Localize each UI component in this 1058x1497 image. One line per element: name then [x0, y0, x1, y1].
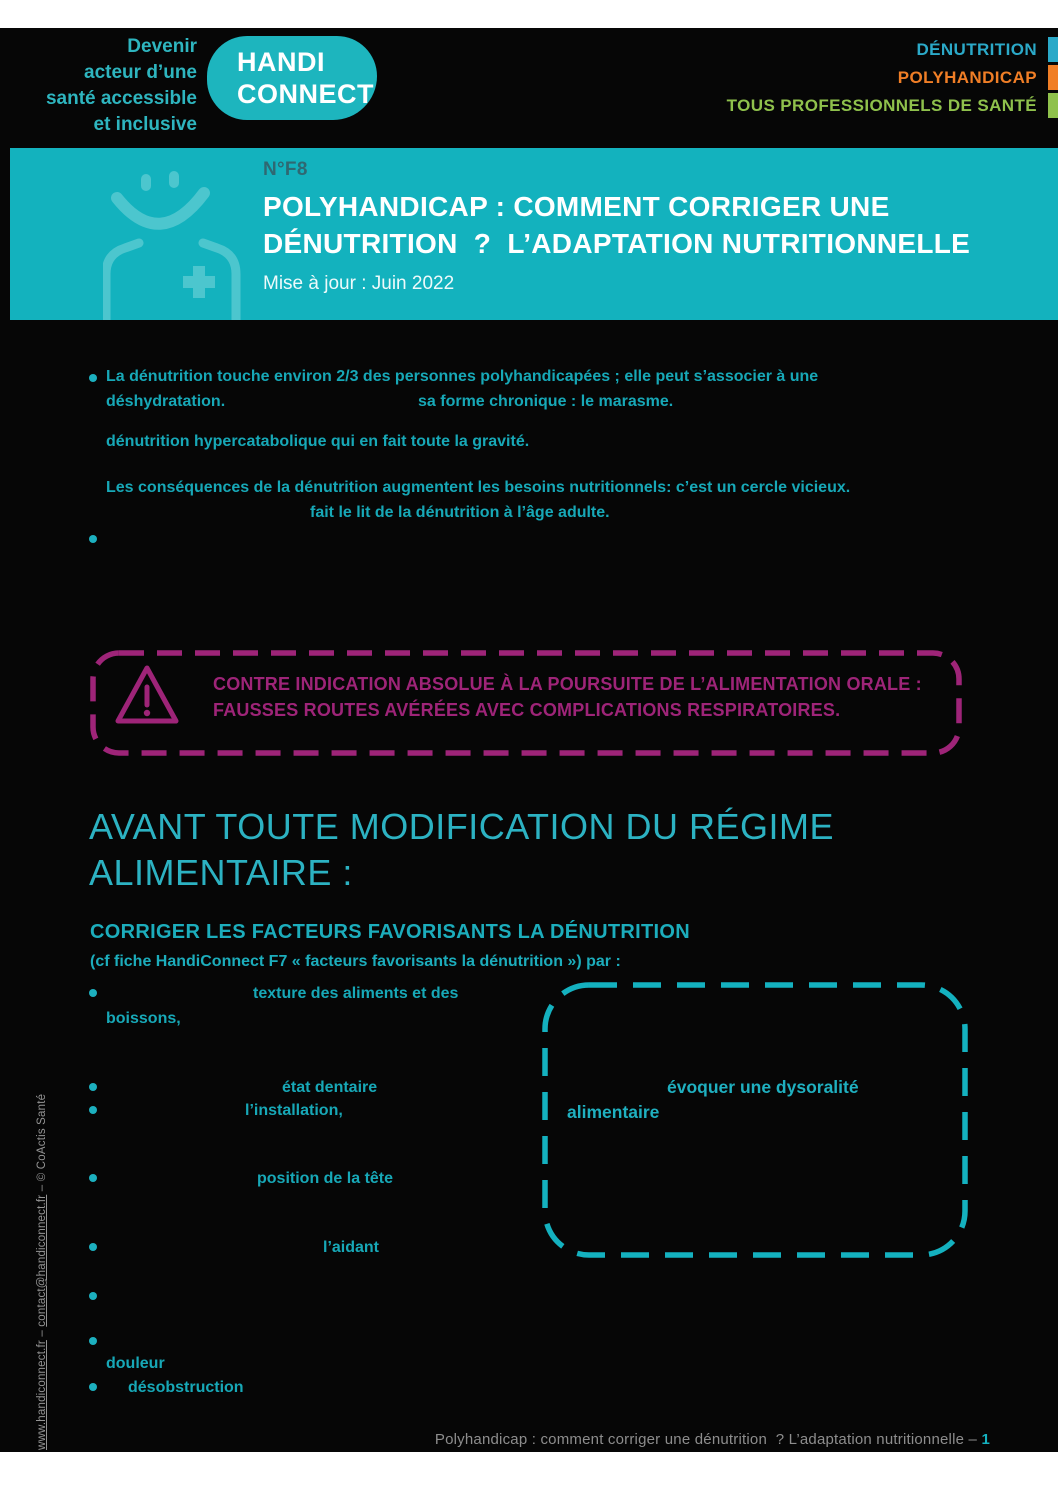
- brand-tagline: [0, 34, 197, 138]
- intro-line: Les conséquences de la dénutrition augmentent les besoins nutritionnels: c’est un cercle vicieux.: [106, 479, 851, 496]
- checklist-item: douleur: [106, 1355, 165, 1372]
- bullet-dot: [89, 1106, 97, 1114]
- section-heading-line-2: ALIMENTAIRE :: [89, 852, 353, 893]
- checklist-item: état dentaire: [282, 1079, 378, 1096]
- bullet-dot: [89, 989, 97, 997]
- intro-line: sa forme chronique : le marasme.: [418, 393, 674, 410]
- bullet-dot: [89, 1383, 97, 1391]
- section-note: (cf fiche HandiConnect F7 « facteurs favorisants la dénutrition ») par :: [90, 953, 621, 970]
- website-link[interactable]: www.handiconnect.fr: [36, 1340, 48, 1450]
- warning-line-2: FAUSSES ROUTES AVÉRÉES AVEC COMPLICATIONS RESPIRATOIRES.: [213, 700, 841, 720]
- page-title-line-2: DÉNUTRITION ? L’ADAPTATION NUTRITIONNELLE: [263, 228, 971, 259]
- topic-tags: [727, 36, 1037, 120]
- checklist-item: l’aidant: [323, 1239, 380, 1256]
- tagline-line: et inclusive: [93, 114, 197, 135]
- side-credit: [36, 1094, 48, 1450]
- footer-title: Polyhandicap : comment corriger une dénutrition ? L’adaptation nutritionnelle –: [434, 1431, 982, 1448]
- checklist-item: l’installation,: [245, 1102, 343, 1119]
- callout-line-2: alimentaire: [567, 1102, 660, 1122]
- intro-line: dénutrition hypercatabolique qui en fait toute la gravité.: [106, 433, 530, 450]
- bullet-dot: [89, 374, 97, 382]
- email-link[interactable]: contact@handiconnect.fr: [36, 1194, 48, 1327]
- warning-line-1: CONTRE INDICATION ABSOLUE À LA POURSUITE DE L’ALIMENTATION ORALE :: [213, 674, 922, 694]
- updated-date: Mise à jour : Juin 2022: [263, 273, 455, 294]
- tag-polyhandicap: POLYHANDICAP: [897, 68, 1037, 87]
- tag-professionnels: TOUS PROFESSIONNELS DE SANTÉ: [726, 96, 1037, 115]
- handiconnect-logo: [207, 36, 377, 120]
- checklist-item: boissons,: [106, 1010, 181, 1027]
- fiche-number: N°F8: [263, 159, 308, 180]
- tag-denutrition: DÉNUTRITION: [916, 40, 1037, 59]
- section-subheading: CORRIGER LES FACTEURS FAVORISANTS LA DÉNUTRITION: [90, 921, 690, 943]
- bullet-dot: [89, 1243, 97, 1251]
- bullet-dot: [89, 1292, 97, 1300]
- checklist-item: texture des aliments et des: [253, 985, 459, 1002]
- doctor-smiley-icon: [103, 162, 248, 320]
- checklist-item: désobstruction: [128, 1379, 244, 1396]
- bullet-dot: [89, 1174, 97, 1182]
- footer: [435, 1431, 990, 1448]
- tagline-line: acteur d’une: [84, 62, 197, 83]
- logo-line-2: CONNECT: [237, 79, 374, 109]
- intro-line: fait le lit de la dénutrition à l’âge adulte.: [310, 504, 610, 521]
- credit-separator: –: [36, 1326, 48, 1341]
- logo-line-1: HANDI: [237, 47, 325, 77]
- footer-page-number: 1: [981, 1431, 990, 1448]
- section-heading-line-1: AVANT TOUTE MODIFICATION DU RÉGIME: [89, 806, 835, 847]
- warning-triangle-icon: [113, 663, 181, 727]
- checklist-item: position de la tête: [257, 1170, 394, 1187]
- bullet-dot: [89, 1083, 97, 1091]
- intro-line: La dénutrition touche environ 2/3 des personnes polyhandicapées ; elle peut s’associer à une: [106, 368, 819, 385]
- edge-tab-teal: [1048, 37, 1058, 62]
- bullet-dot: [89, 535, 97, 543]
- page-title-line-1: POLYHANDICAP : COMMENT CORRIGER UNE: [263, 191, 890, 222]
- intro-line: déshydratation.: [106, 393, 226, 410]
- tagline-line: santé accessible: [45, 88, 197, 109]
- bullet-dot: [89, 1337, 97, 1345]
- edge-tab-green: [1048, 93, 1058, 118]
- edge-tab-orange: [1048, 65, 1058, 90]
- callout-line-1: évoquer une dysoralité: [667, 1077, 859, 1097]
- credit-copyright: – © CoActis Santé: [36, 1093, 48, 1195]
- tagline-line: Devenir: [127, 36, 197, 57]
